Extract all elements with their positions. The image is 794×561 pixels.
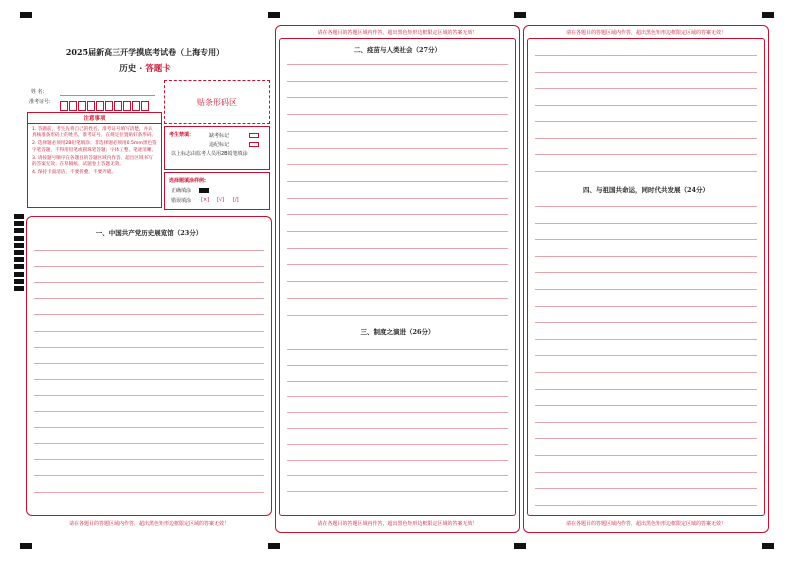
notes-box — [27, 112, 162, 208]
answer-line — [287, 396, 508, 397]
timing-mark — [14, 286, 24, 291]
subject-name: 历史 — [119, 64, 137, 74]
timing-mark — [14, 257, 24, 262]
answer-line — [287, 81, 508, 82]
answer-line — [287, 475, 508, 476]
answer-line — [535, 171, 757, 172]
answer-line — [287, 349, 508, 350]
warning-text-mid-bottom: 请在各题目的答题区域内作答，超出黑色矩形边框限定区域的答案无效！ — [317, 521, 478, 527]
answer-line — [535, 55, 757, 56]
header-title: 2025届新高三开学摸底考试卷（上海专用） — [65, 47, 225, 57]
card-label: 答题卡 — [145, 64, 171, 74]
answer-line — [535, 206, 757, 207]
answer-line — [34, 314, 264, 315]
warning-text-mid-top: 请在各题目的答题区域内作答，超出黑色矩形边框限定区域的答案无效！ — [317, 30, 478, 36]
answer-line — [287, 97, 508, 98]
answer-line — [287, 198, 508, 199]
answer-line — [535, 389, 757, 390]
timing-mark — [14, 214, 24, 219]
id-label: 准考证号: — [29, 99, 51, 105]
timing-mark — [14, 272, 24, 277]
answer-line — [535, 272, 757, 273]
note-item: 3. 请按题号顺序在各题目的答题区域内作答，超出区域书写的答案无效；在草稿纸、试题卷上答题无效。 — [32, 155, 153, 168]
violation-checkbox[interactable] — [249, 142, 259, 147]
answer-panel-3[interactable] — [527, 38, 765, 516]
alignment-mark-bottom-right — [762, 543, 774, 549]
answer-line — [34, 427, 264, 428]
answer-line — [287, 114, 508, 115]
answer-line — [535, 223, 757, 224]
answer-line — [34, 250, 264, 251]
answer-line — [34, 331, 264, 332]
answer-line — [287, 264, 508, 265]
note-item: 4. 保持卡面清洁，不要折叠，不要弄破。 — [32, 169, 116, 175]
answer-line — [535, 306, 757, 307]
answer-line — [287, 444, 508, 445]
answer-line — [535, 256, 757, 257]
answer-line — [535, 339, 757, 340]
answer-line — [535, 121, 757, 122]
answer-line — [287, 231, 508, 232]
answer-line — [535, 405, 757, 406]
answer-line — [287, 365, 508, 366]
note-item: 1. 答题前，考生先将自己的姓名，准考证号填写清楚，并认真核准条形码上的姓名，准考证号，在规定位置贴好条形码。 — [32, 127, 157, 139]
answer-line — [287, 281, 508, 282]
answer-line — [34, 443, 264, 444]
answer-line — [287, 164, 508, 165]
answer-line — [34, 395, 264, 396]
answer-line — [34, 347, 264, 348]
wrong-mark-1: [×] — [201, 197, 210, 203]
notes-title: 注意事项 — [28, 113, 161, 124]
answer-line — [535, 138, 757, 139]
answer-line — [535, 422, 757, 423]
timing-mark — [14, 228, 24, 233]
answer-line — [287, 428, 508, 429]
barcode-label: 贴条形码区 — [197, 97, 237, 107]
section-3-title: 三、制度之演进（26分） — [360, 328, 435, 336]
alignment-mark-bottom-mid-left — [268, 543, 280, 549]
answer-line — [287, 181, 508, 182]
sample-title: 选择题填涂样例: — [169, 178, 207, 184]
answer-line — [34, 363, 264, 364]
answer-line — [535, 72, 757, 73]
timing-mark — [14, 250, 24, 255]
answer-line — [287, 64, 508, 65]
alignment-mark-top-left — [20, 12, 32, 18]
timing-mark — [14, 243, 24, 248]
answer-line — [287, 491, 508, 492]
answer-line — [535, 372, 757, 373]
answer-line — [535, 105, 757, 106]
alignment-mark-bottom-mid-right — [514, 543, 526, 549]
alignment-mark-top-right — [762, 12, 774, 18]
correct-fill-example — [199, 188, 209, 193]
warning-text-left: 请在各题目的答题区域内作答，超出黑色矩形边框限定区域的答案无效！ — [68, 521, 229, 527]
notes-list — [28, 124, 161, 181]
answer-line — [535, 505, 757, 506]
answer-panel-1[interactable] — [26, 216, 272, 516]
exam-fill-title: 考生禁填： — [169, 132, 195, 138]
alignment-mark-top-mid-left — [268, 12, 280, 18]
answer-line — [535, 455, 757, 456]
exam-fill-box — [164, 126, 270, 170]
alignment-mark-bottom-left — [20, 543, 32, 549]
timing-mark — [14, 264, 24, 269]
answer-line — [535, 88, 757, 89]
answer-line — [535, 289, 757, 290]
answer-line — [535, 472, 757, 473]
timing-mark — [14, 236, 24, 241]
answer-line — [535, 488, 757, 489]
barcode-area — [164, 80, 270, 124]
exam-fill-note: 以上标志由监考人员用2B铅笔填涂 — [171, 151, 248, 157]
note-item: 2. 选择题必须用2B铅笔填涂；非选择题必须用0.5mm黑色签字笔答题，不得用铅笔或圆珠笔答题；字体工整，笔迹清晰。 — [32, 141, 157, 153]
correct-label: 正确填涂 — [171, 188, 192, 194]
absent-label: 缺考标记 — [209, 133, 230, 139]
answer-line — [34, 492, 264, 493]
answer-line — [34, 379, 264, 380]
timing-mark — [14, 279, 24, 284]
wrong-mark-3: [/] — [233, 197, 239, 203]
answer-line — [287, 315, 508, 316]
alignment-mark-top-mid-right — [514, 12, 526, 18]
section-4-title: 四、与祖国共命运，同时代共发展（24分） — [582, 186, 710, 194]
absent-checkbox[interactable] — [249, 133, 259, 138]
violation-label: 违纪标记 — [209, 142, 230, 148]
answer-line — [34, 282, 264, 283]
answer-line — [535, 322, 757, 323]
answer-line — [287, 412, 508, 413]
warning-text-right-top: 请在各题目的答题区域内作答，超出黑色矩形边框限定区域的答案无效！ — [565, 30, 726, 36]
sample-box — [164, 172, 270, 210]
section-1-title: 一、中国共产党历史展览馆（23分） — [95, 229, 203, 237]
timing-mark — [14, 221, 24, 226]
subject-separator: · — [139, 64, 143, 74]
answer-line — [535, 438, 757, 439]
name-label: 姓 名: — [31, 89, 45, 95]
answer-line — [535, 154, 757, 155]
answer-line — [287, 248, 508, 249]
answer-line — [34, 266, 264, 267]
answer-line — [287, 460, 508, 461]
answer-line — [34, 411, 264, 412]
answer-line — [287, 131, 508, 132]
answer-line — [34, 298, 264, 299]
wrong-mark-2: [√] — [217, 197, 225, 203]
header-subject-line — [30, 62, 260, 74]
answer-line — [535, 239, 757, 240]
wrong-label: 错误填涂 — [171, 198, 192, 204]
warning-text-right-bottom: 请在各题目的答题区域内作答，超出黑色矩形边框限定区域的答案无效！ — [565, 521, 726, 527]
section-2-title: 二、疫苗与人类社会（27分） — [353, 46, 442, 54]
answer-line — [535, 355, 757, 356]
answer-line — [287, 298, 508, 299]
answer-line — [34, 475, 264, 476]
answer-line — [287, 214, 508, 215]
answer-line — [287, 381, 508, 382]
answer-line — [287, 148, 508, 149]
answer-line — [34, 459, 264, 460]
